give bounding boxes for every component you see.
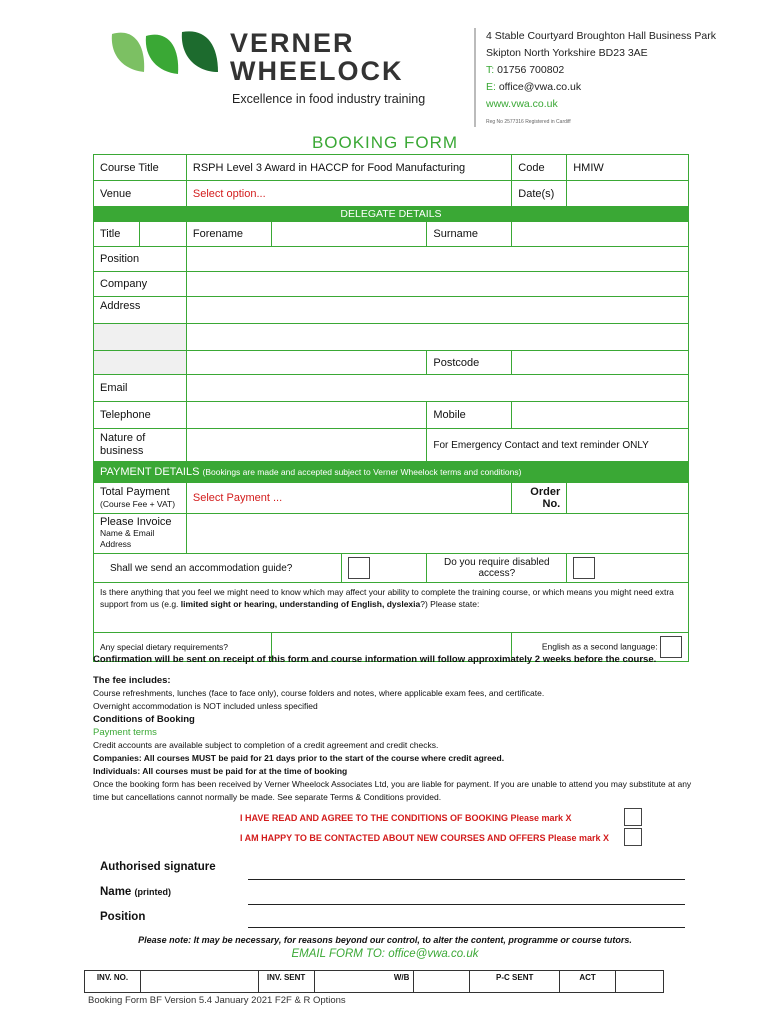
registration-text: Reg No 2577316 Registered in Cardiff <box>486 119 571 125</box>
address-spacer-2 <box>94 351 187 375</box>
accommodation-checkbox-cell <box>341 554 427 583</box>
esl-checkbox[interactable] <box>660 636 682 658</box>
name-label: Name (printed) <box>100 886 172 898</box>
mobile-label: Mobile <box>427 402 512 429</box>
inv-no-label: INV. NO. <box>85 971 141 993</box>
office-use-table <box>84 970 664 993</box>
email-form-to[interactable]: EMAIL FORM TO: office@vwa.co.uk <box>291 948 479 960</box>
order-number-label: Order No. <box>512 483 567 514</box>
website-link[interactable]: www.vwa.co.uk <box>486 98 558 110</box>
payment-select[interactable]: Select Payment ... <box>186 483 511 514</box>
wb-field[interactable] <box>414 971 470 993</box>
accommodation-question: Shall we send an accommodation guide? <box>94 554 342 583</box>
booking-form-table <box>93 154 689 662</box>
address-line2: Skipton North Yorkshire BD23 3AE <box>486 47 648 59</box>
authorised-signature-label: Authorised signature <box>100 861 216 873</box>
position-signature-field[interactable] <box>248 914 685 928</box>
title-field[interactable] <box>139 222 186 247</box>
disclaimer-note: Please note: It may be necessary, for reasons beyond our control, to alter the content, programme or course tutors. <box>138 935 632 945</box>
total-payment-label: Total Payment (Course Fee + VAT) <box>94 483 187 514</box>
invoice-field[interactable] <box>186 514 688 554</box>
order-number-field[interactable] <box>567 483 689 514</box>
nature-of-business-field[interactable] <box>186 429 426 462</box>
telephone-field[interactable] <box>186 402 426 429</box>
act-field[interactable] <box>616 971 664 993</box>
support-question: Is there anything that you feel we might need to know which may affect your ability to complete the training course, or which means you might need extra support from us (e.g. limited sight or hearing, understanding of English, dyslexia?) Please state: <box>94 583 689 633</box>
company-label: Company <box>94 272 187 297</box>
confirmation-text: Confirmation will be sent on receipt of this form and course information will follow approximately 2 weeks before the course. <box>93 654 657 665</box>
code-value[interactable]: HMIW <box>567 155 689 181</box>
contact-block <box>474 28 716 127</box>
disabled-access-checkbox[interactable] <box>573 557 595 579</box>
course-title-label: Course Title <box>94 155 187 181</box>
nature-of-business-label: Nature of business <box>94 429 187 462</box>
address-label: Address <box>94 297 187 324</box>
leaf-logo-icon <box>110 28 222 80</box>
wb-label: W/B <box>314 971 414 993</box>
position-label: Position <box>94 247 187 272</box>
course-title-value[interactable]: RSPH Level 3 Award in HACCP for Food Manufacturing <box>186 155 511 181</box>
name-field[interactable] <box>248 891 685 905</box>
agree-conditions-text: I HAVE READ AND AGREE TO THE CONDITIONS OF BOOKING Please mark X <box>240 813 572 823</box>
accommodation-checkbox[interactable] <box>348 557 370 579</box>
company-field[interactable] <box>186 272 688 297</box>
company-logo <box>110 28 440 108</box>
dates-field[interactable] <box>567 181 689 207</box>
signature-field[interactable] <box>248 866 685 880</box>
position-signature-label: Position <box>100 911 146 923</box>
address-line1-field[interactable] <box>186 297 688 324</box>
venue-label: Venue <box>94 181 187 207</box>
email-link[interactable]: office@vwa.co.uk <box>498 81 582 93</box>
email-line: E: office@vwa.co.uk <box>486 81 582 93</box>
pc-sent-label: P-C SENT <box>470 971 560 993</box>
version-footer: Booking Form BF Version 5.4 January 2021 F2F & R Options <box>88 995 346 1006</box>
fee-information: The fee includes: Course refreshments, lunches (face to face only), course folders and notes, where applicable exam fees, and certificate. Overnight accommodation is NOT included unless specified Conditions of Booking Payment terms Credit accounts are available subject to completion of a credit agreement and credit checks. Companies: All courses MUST be paid for 21 days prior to the start of the course where credit agreed. Individuals: All courses must be paid for at the time of booking Once the booking form has been received by Verner Wheelock Associates Ltd, you are liable for payment. If you are unable to attend you may substitute at any time but cancellations cannot normally be made. See separate Terms & Conditions provided. <box>93 675 692 802</box>
email-label: Email <box>94 375 187 402</box>
delegate-details-heading: DELEGATE DETAILS <box>94 207 689 222</box>
address-spacer <box>94 324 187 351</box>
forename-label: Forename <box>186 222 271 247</box>
postcode-field[interactable] <box>512 351 689 375</box>
brand-name-line2: WHEELOCK <box>230 56 404 86</box>
venue-select[interactable]: Select option... <box>186 181 511 207</box>
page-title: BOOKING FORM <box>311 133 459 152</box>
agree-contact-checkbox[interactable] <box>624 828 642 846</box>
surname-label: Surname <box>427 222 512 247</box>
forename-field[interactable] <box>271 222 427 247</box>
act-label: ACT <box>560 971 616 993</box>
dietary-question: Any special dietary requirements? <box>94 633 272 662</box>
disabled-access-question: Do you require disabled access? <box>427 554 567 583</box>
agree-conditions-checkbox[interactable] <box>624 808 642 826</box>
code-label: Code <box>512 155 567 181</box>
payment-details-heading: PAYMENT DETAILS (Bookings are made and accepted subject to Verner Wheelock terms and conditions) <box>94 462 689 483</box>
inv-no-field[interactable] <box>140 971 258 993</box>
email-field[interactable] <box>186 375 688 402</box>
surname-field[interactable] <box>512 222 689 247</box>
position-field[interactable] <box>186 247 688 272</box>
dates-label: Date(s) <box>512 181 567 207</box>
telephone-line: T: 01756 700802 <box>486 64 565 76</box>
agree-contact-text: I AM HAPPY TO BE CONTACTED ABOUT NEW COURSES AND OFFERS Please mark X <box>240 833 610 843</box>
postcode-label: Postcode <box>427 351 512 375</box>
telephone-label: Telephone <box>94 402 187 429</box>
please-invoice-label: Please Invoice Name & Email Address <box>94 514 187 554</box>
emergency-contact-note: For Emergency Contact and text reminder ONLY <box>427 429 689 462</box>
address-line2-field[interactable] <box>186 324 688 351</box>
esl-question: English as a second language: <box>512 633 689 662</box>
mobile-field[interactable] <box>512 402 689 429</box>
address-line3-field[interactable] <box>186 351 426 375</box>
inv-sent-label: INV. SENT <box>258 971 314 993</box>
address-line1: 4 Stable Courtyard Broughton Hall Business Park <box>486 30 716 42</box>
tagline: Excellence in food industry training <box>232 92 426 106</box>
disabled-checkbox-cell <box>567 554 689 583</box>
brand-name-line1: VERNER <box>230 28 355 58</box>
title-label: Title <box>94 222 140 247</box>
